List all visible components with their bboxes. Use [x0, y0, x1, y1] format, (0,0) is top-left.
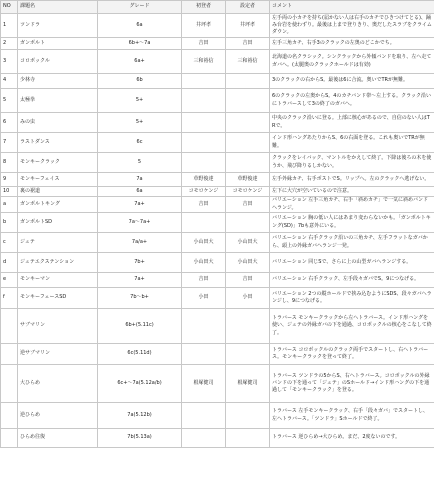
cell-name: モンキーフェースSD: [18, 288, 98, 309]
cell-setter: [226, 153, 270, 173]
cell-comment: インド形ハングあたりからS、6の右面を登る。これも奥いでTRが無難。: [270, 133, 434, 153]
cell-setter: [226, 403, 270, 429]
cell-setter: [226, 74, 270, 89]
cell-name: 大ひらめ: [18, 365, 98, 403]
cell-comment: 中央のクラック沿いに登る。上部に核心があるので、自信のない人はTRで。: [270, 113, 434, 133]
cell-no: 4: [1, 74, 18, 89]
cell-comment: クラックをレイバック、マントルをかえして終了。下降は後ろの木を使うか、飛び降りるしかない。: [270, 153, 434, 173]
table-header-row: [1, 1, 434, 14]
cell-grade: 6b+〜7a: [98, 38, 182, 50]
cell-first-ascent: 小山田大: [182, 253, 226, 273]
cell-no: f: [1, 288, 18, 309]
cell-grade: 7a(5.12b): [98, 403, 182, 429]
header-setter: 設定者: [226, 1, 270, 14]
cell-grade: 7a/a+: [98, 233, 182, 253]
cell-comment: 6のクラックの左奥からS。4のカチバンド帯〜左上する。クラック沿いにトラバースして3の終了のガバへ。: [270, 89, 434, 113]
cell-grade: 6c(5.11d): [98, 344, 182, 365]
cell-first-ascent: [182, 153, 226, 173]
header-first-ascent: 初登者: [182, 1, 226, 14]
table-row: [1, 233, 434, 253]
cell-comment: トラバース ツンドラの5からS、右へトラバース。コロボックルの外縁バンドの下を通って「ジュテ」のSホールド→インド形ハングの下を通過して「モンキークラック」を登る。: [270, 365, 434, 403]
table-row: [1, 403, 434, 429]
cell-setter: [226, 113, 270, 133]
table-row: [1, 288, 434, 309]
table-row: [1, 273, 434, 288]
cell-first-ascent: [182, 113, 226, 133]
cell-first-ascent: [182, 74, 226, 89]
cell-no: a: [1, 197, 18, 213]
cell-comment: 左手外縁カチ、右手ポストでS。リップへ。左のクラックへ逃げない。: [270, 173, 434, 187]
cell-no: [1, 344, 18, 365]
cell-setter: 三和裕信: [226, 50, 270, 74]
cell-comment: トラバース 逆ひらめ→大ひらめ。まだ、2度ないのです。: [270, 429, 434, 448]
cell-grade: 6c+〜7a(5.12a/b): [98, 365, 182, 403]
cell-grade: 7a+: [98, 197, 182, 213]
cell-first-ascent: [182, 133, 226, 153]
cell-no: 8: [1, 153, 18, 173]
cell-grade: 6b+(5.11c): [98, 309, 182, 344]
cell-comment: トラバース モンキークラックから左へトラバース。インド形ハングを使い、ジュテの外縁ガバの下を通過、コロボックルの核心をこなして終了。: [270, 309, 434, 344]
cell-name: ツンドラ: [18, 14, 98, 38]
cell-setter: 小田: [226, 288, 270, 309]
cell-grade: 7a: [98, 173, 182, 187]
cell-no: 3: [1, 50, 18, 74]
cell-no: [1, 403, 18, 429]
cell-first-ascent: 草野俊達: [182, 173, 226, 187]
table-row: [1, 187, 434, 197]
cell-name: ラストダンス: [18, 133, 98, 153]
cell-first-ascent: [182, 89, 226, 113]
cell-no: 9: [1, 173, 18, 187]
table-row: [1, 113, 434, 133]
cell-comment: バリエーション 右手クラック、左手段々ガバでS。9につなげる。: [270, 273, 434, 288]
cell-comment: バリエーション 左手三角カチ、右手「斜めカチ」で一気に斜めバンドへランジ。: [270, 197, 434, 213]
cell-setter: [226, 344, 270, 365]
table-row: [1, 197, 434, 213]
cell-comment: 左下に大穴が空いているので注意。: [270, 187, 434, 197]
cell-first-ascent: [182, 403, 226, 429]
cell-grade: 5+: [98, 89, 182, 113]
cell-grade: 6a: [98, 14, 182, 38]
cell-first-ascent: 小田: [182, 288, 226, 309]
cell-first-ascent: [182, 213, 226, 233]
cell-name: みの虫: [18, 113, 98, 133]
cell-setter: 吉田: [226, 38, 270, 50]
cell-comment: バリエーション 右手クラック沿いの三角カチ、左手フラットなガバから、頭上の外縁ガバへランジ一発。: [270, 233, 434, 253]
cell-setter: 小山田大: [226, 253, 270, 273]
cell-first-ascent: [182, 309, 226, 344]
cell-name: 少林寺: [18, 74, 98, 89]
cell-grade: 7b〜b+: [98, 288, 182, 309]
cell-name: 逆サブマリン: [18, 344, 98, 365]
table-row: [1, 153, 434, 173]
header-name: 課題名: [18, 1, 98, 14]
cell-no: d: [1, 253, 18, 273]
cell-first-ascent: 根塚健司: [182, 365, 226, 403]
cell-comment: 北海道の名クラシック。シンクラックから外傾バンドを取り、左へ走てガバへ。(太腿奥のクラックホールドは有効): [270, 50, 434, 74]
cell-name: ひらめ往復: [18, 429, 98, 448]
cell-name: コロボックル: [18, 50, 98, 74]
cell-no: 2: [1, 38, 18, 50]
cell-grade: 5: [98, 153, 182, 173]
cell-setter: [226, 133, 270, 153]
cell-name: ジュテ: [18, 233, 98, 253]
table-row: [1, 344, 434, 365]
cell-comment: バリエーション 胸の低い人にはあまり変わらないかも。「ガンボルトキング(SD)」7bも意外にいる。: [270, 213, 434, 233]
cell-comment: 3のクラックの右からS。最後は6に合流。奥いでTRが無難。: [270, 74, 434, 89]
cell-comment: 左手三角カチ、右手3のクラックの左奥のどこかでち。: [270, 38, 434, 50]
cell-first-ascent: 三和裕信: [182, 50, 226, 74]
cell-no: 1: [1, 14, 18, 38]
header-grade: グレード: [98, 1, 182, 14]
cell-setter: 根塚健司: [226, 365, 270, 403]
cell-first-ascent: 吉田: [182, 38, 226, 50]
cell-no: [1, 309, 18, 344]
table-row: [1, 50, 434, 74]
cell-grade: 6a: [98, 187, 182, 197]
cell-comment: バリエーション 2つの縦ホールドで挟み込むようにSDS、段々ガバへランジし、9につなげる。: [270, 288, 434, 309]
cell-no: 10: [1, 187, 18, 197]
cell-setter: 小山田大: [226, 233, 270, 253]
cell-name: 裏の裾道: [18, 187, 98, 197]
cell-setter: [226, 309, 270, 344]
cell-name: 太極拳: [18, 89, 98, 113]
cell-grade: 7a+: [98, 273, 182, 288]
cell-comment: トラバース 左手モンキークラック、右手「段々ガバ」でスタートし、左へトラバース。「ツンドラ」Sホールドで終了。: [270, 403, 434, 429]
table-row: [1, 38, 434, 50]
table-row: [1, 429, 434, 448]
cell-first-ascent: コモロケンジ: [182, 187, 226, 197]
cell-first-ascent: 吉田: [182, 273, 226, 288]
table-row: [1, 213, 434, 233]
cell-no: 7: [1, 133, 18, 153]
cell-first-ascent: 井坪孝: [182, 14, 226, 38]
cell-first-ascent: 小山田大: [182, 233, 226, 253]
cell-first-ascent: [182, 429, 226, 448]
cell-no: e: [1, 273, 18, 288]
cell-first-ascent: 吉田: [182, 197, 226, 213]
cell-first-ascent: [182, 344, 226, 365]
cell-name: ジュテエクステンション: [18, 253, 98, 273]
cell-setter: [226, 89, 270, 113]
cell-grade: 7a〜7a+: [98, 213, 182, 233]
cell-setter: 井坪孝: [226, 14, 270, 38]
cell-name: モンキーマン: [18, 273, 98, 288]
header-comment: コメント: [270, 1, 434, 14]
cell-grade: 6b: [98, 74, 182, 89]
cell-grade: 7b+: [98, 253, 182, 273]
cell-grade: 6c: [98, 133, 182, 153]
table-row: [1, 14, 434, 38]
cell-setter: 吉田: [226, 273, 270, 288]
cell-setter: 吉田: [226, 197, 270, 213]
cell-no: b: [1, 213, 18, 233]
cell-comment: バリエーション 同じSで、さらに上の山型ガバへランジする。: [270, 253, 434, 273]
cell-no: c: [1, 233, 18, 253]
cell-comment: 左手両の小カチを持ち(届かない人は右手のカチでひきつけてとる)、踊み台岩を使わずり。最後は上まで登りきり、奥だしたスラブをクライムダウン。: [270, 14, 434, 38]
cell-name: モンキークラック: [18, 153, 98, 173]
cell-setter: [226, 213, 270, 233]
table-row: [1, 253, 434, 273]
cell-name: ガンボルト: [18, 38, 98, 50]
cell-comment: トラバース コロボックルのクラック両手でスタートし、右へトラバース。モンキークラックを登って終了。: [270, 344, 434, 365]
table-row: [1, 173, 434, 187]
cell-grade: 5+: [98, 113, 182, 133]
table-row: [1, 74, 434, 89]
cell-setter: [226, 429, 270, 448]
cell-setter: 草野俊達: [226, 173, 270, 187]
cell-name: サブマリン: [18, 309, 98, 344]
cell-no: 5: [1, 89, 18, 113]
cell-name: ガンボルトSD: [18, 213, 98, 233]
cell-no: [1, 429, 18, 448]
cell-name: モンキーフェイス: [18, 173, 98, 187]
header-no: NO: [1, 1, 18, 14]
cell-name: ガンボルトキング: [18, 197, 98, 213]
table-row: [1, 89, 434, 113]
table-row: [1, 365, 434, 403]
cell-setter: コモロケンジ: [226, 187, 270, 197]
table-row: [1, 309, 434, 344]
cell-grade: 6a+: [98, 50, 182, 74]
cell-name: 逆ひらめ: [18, 403, 98, 429]
cell-grade: 7b(5.13a): [98, 429, 182, 448]
cell-no: 6: [1, 113, 18, 133]
table-row: [1, 133, 434, 153]
cell-no: [1, 365, 18, 403]
